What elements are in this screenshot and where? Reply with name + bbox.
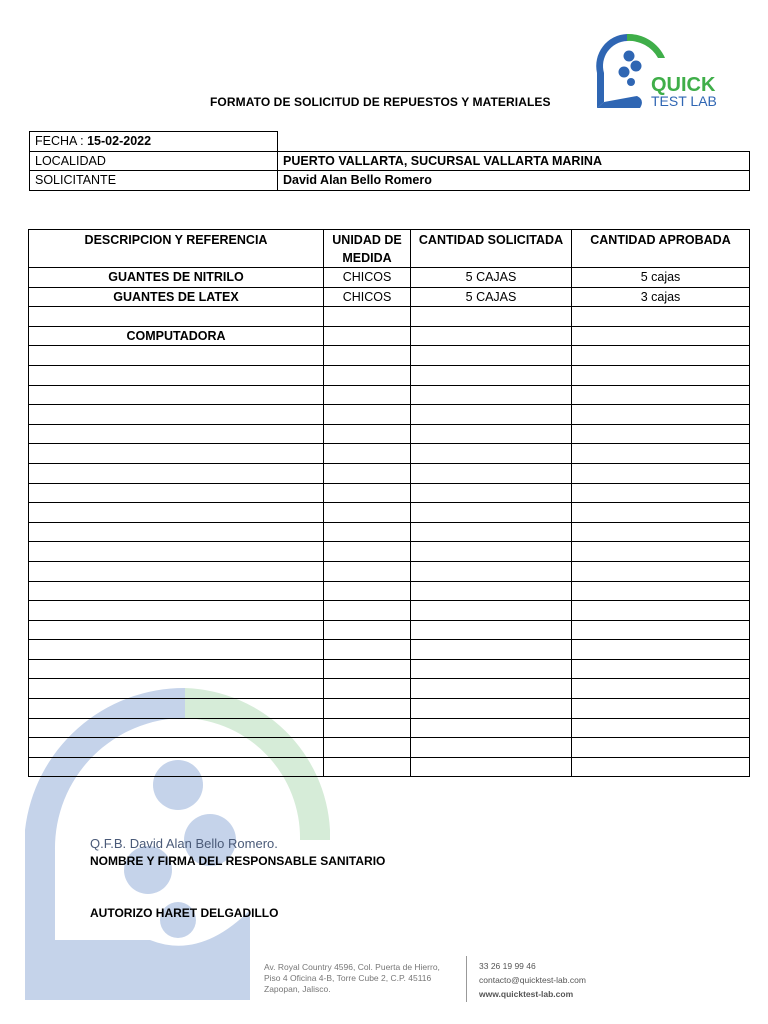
item-description (29, 561, 324, 581)
header-cantidad-solicitada: CANTIDAD SOLICITADA (411, 230, 572, 268)
item-qty-requested (411, 444, 572, 464)
localidad-label: LOCALIDAD (30, 151, 278, 171)
table-row (29, 503, 750, 523)
item-qty-requested (411, 424, 572, 444)
logo-text-testlab: TEST LAB (651, 93, 717, 109)
item-description (29, 601, 324, 621)
item-qty-requested (411, 581, 572, 601)
item-qty-approved (572, 365, 750, 385)
item-qty-approved (572, 659, 750, 679)
item-unit (324, 463, 411, 483)
item-qty-approved (572, 699, 750, 719)
item-qty-requested (411, 405, 572, 425)
header-cantidad-aprobada: CANTIDAD APROBADA (572, 230, 750, 268)
item-qty-approved (572, 444, 750, 464)
solicitante-label: SOLICITANTE (30, 171, 278, 191)
item-qty-requested (411, 522, 572, 542)
table-row (29, 561, 750, 581)
table-row (29, 601, 750, 621)
item-qty-requested: 5 CAJAS (411, 268, 572, 288)
item-qty-approved: 5 cajas (572, 268, 750, 288)
item-unit (324, 444, 411, 464)
table-row (29, 659, 750, 679)
table-row (29, 738, 750, 758)
item-unit (324, 757, 411, 777)
items-table (28, 229, 750, 777)
solicitante-value: David Alan Bello Romero (278, 171, 750, 191)
document-title: FORMATO DE SOLICITUD DE REPUESTOS Y MATERIALES (210, 95, 551, 109)
table-row (29, 542, 750, 562)
fecha-label: FECHA : (35, 134, 84, 149)
item-description (29, 346, 324, 366)
item-qty-requested (411, 757, 572, 777)
row-localidad (30, 151, 750, 171)
item-qty-requested (411, 307, 572, 327)
item-qty-requested (411, 503, 572, 523)
item-unit (324, 699, 411, 719)
item-unit (324, 620, 411, 640)
item-unit (324, 561, 411, 581)
item-qty-approved (572, 601, 750, 621)
signature-role: NOMBRE Y FIRMA DEL RESPONSABLE SANITARIO (90, 854, 386, 868)
authorization-line: AUTORIZO HARET DELGADILLO (90, 906, 279, 920)
item-qty-approved (572, 738, 750, 758)
footer-contact (479, 959, 586, 1001)
items-body (29, 268, 750, 777)
item-description (29, 718, 324, 738)
item-qty-approved (572, 620, 750, 640)
item-unit (324, 640, 411, 660)
item-unit: CHICOS (324, 268, 411, 288)
table-row (29, 365, 750, 385)
item-description (29, 424, 324, 444)
item-description (29, 620, 324, 640)
item-unit (324, 307, 411, 327)
table-row (29, 522, 750, 542)
table-row (29, 287, 750, 307)
item-qty-requested (411, 659, 572, 679)
item-unit (324, 483, 411, 503)
localidad-value: PUERTO VALLARTA, SUCURSAL VALLARTA MARINA (278, 151, 750, 171)
item-description (29, 738, 324, 758)
table-row (29, 679, 750, 699)
logo-mark-icon (585, 28, 735, 114)
item-unit (324, 679, 411, 699)
item-unit (324, 326, 411, 346)
item-description (29, 522, 324, 542)
item-qty-requested (411, 385, 572, 405)
item-qty-approved (572, 503, 750, 523)
table-row (29, 268, 750, 288)
item-qty-requested: 5 CAJAS (411, 287, 572, 307)
table-row (29, 326, 750, 346)
item-qty-requested (411, 601, 572, 621)
fecha-value: 15-02-2022 (87, 134, 152, 149)
item-unit (324, 405, 411, 425)
item-description (29, 699, 324, 719)
footer-phone: 33 26 19 99 46 (479, 961, 536, 971)
item-qty-requested (411, 699, 572, 719)
address-line-1: Av. Royal Country 4596, Col. Puerta de Hierro, (264, 962, 440, 972)
table-row (29, 405, 750, 425)
item-unit (324, 718, 411, 738)
item-unit (324, 503, 411, 523)
item-unit (324, 522, 411, 542)
item-unit (324, 659, 411, 679)
item-qty-requested (411, 365, 572, 385)
item-description (29, 679, 324, 699)
table-row (29, 699, 750, 719)
item-description (29, 483, 324, 503)
item-unit (324, 601, 411, 621)
fecha-empty-cell (278, 132, 750, 152)
item-description (29, 385, 324, 405)
item-qty-requested (411, 542, 572, 562)
item-unit (324, 542, 411, 562)
item-qty-approved (572, 561, 750, 581)
item-unit (324, 424, 411, 444)
item-qty-approved (572, 385, 750, 405)
footer-website[interactable]: www.quicktest-lab.com (479, 989, 574, 999)
footer-email[interactable]: contacto@quicktest-lab.com (479, 975, 586, 985)
item-qty-requested (411, 738, 572, 758)
table-row (29, 581, 750, 601)
table-row (29, 385, 750, 405)
watermark-blue-tail (25, 910, 250, 1000)
item-qty-requested (411, 561, 572, 581)
item-qty-requested (411, 640, 572, 660)
item-qty-approved (572, 679, 750, 699)
address-line-2: Piso 4 Oficina 4-B, Torre Cube 2, C.P. 45116 (264, 973, 432, 983)
item-qty-approved (572, 522, 750, 542)
table-row (29, 424, 750, 444)
item-unit (324, 581, 411, 601)
table-row (29, 640, 750, 660)
header-info-table (29, 131, 750, 191)
item-description (29, 659, 324, 679)
table-row (29, 444, 750, 464)
table-row (29, 307, 750, 327)
item-qty-approved (572, 463, 750, 483)
item-qty-requested (411, 483, 572, 503)
item-qty-approved (572, 640, 750, 660)
item-qty-approved (572, 326, 750, 346)
item-description: GUANTES DE NITRILO (29, 268, 324, 288)
table-row (29, 483, 750, 503)
footer-address (264, 962, 440, 995)
item-description (29, 581, 324, 601)
item-qty-approved (572, 483, 750, 503)
item-description (29, 463, 324, 483)
item-description (29, 444, 324, 464)
table-row (29, 757, 750, 777)
item-description (29, 365, 324, 385)
item-description (29, 503, 324, 523)
item-description (29, 405, 324, 425)
item-description (29, 757, 324, 777)
item-qty-approved (572, 424, 750, 444)
item-qty-requested (411, 679, 572, 699)
footer-divider (466, 956, 467, 1002)
item-qty-requested (411, 463, 572, 483)
item-description: COMPUTADORA (29, 326, 324, 346)
table-row (29, 718, 750, 738)
items-header-row (29, 230, 750, 268)
item-qty-approved (572, 307, 750, 327)
row-fecha (30, 132, 750, 152)
item-qty-approved (572, 581, 750, 601)
item-qty-requested (411, 620, 572, 640)
item-qty-approved: 3 cajas (572, 287, 750, 307)
address-line-3: Zapopan, Jalisco. (264, 984, 331, 994)
signature-name: Q.F.B. David Alan Bello Romero. (90, 836, 278, 851)
item-unit: CHICOS (324, 287, 411, 307)
row-solicitante (30, 171, 750, 191)
item-qty-requested (411, 346, 572, 366)
item-unit (324, 365, 411, 385)
item-qty-approved (572, 718, 750, 738)
item-unit (324, 738, 411, 758)
item-qty-approved (572, 542, 750, 562)
fecha-cell (30, 132, 278, 152)
item-qty-requested (411, 326, 572, 346)
item-unit (324, 346, 411, 366)
table-row (29, 620, 750, 640)
item-description (29, 640, 324, 660)
item-description (29, 542, 324, 562)
logo-text-quick: QUICK (651, 74, 716, 96)
header-descripcion: DESCRIPCION Y REFERENCIA (29, 230, 324, 268)
item-description (29, 307, 324, 327)
item-qty-approved (572, 757, 750, 777)
item-description: GUANTES DE LATEX (29, 287, 324, 307)
table-row (29, 463, 750, 483)
item-qty-approved (572, 405, 750, 425)
item-qty-approved (572, 346, 750, 366)
item-qty-requested (411, 718, 572, 738)
table-row (29, 346, 750, 366)
header-unidad: UNIDAD DE MEDIDA (324, 230, 411, 268)
company-logo (585, 28, 735, 114)
item-unit (324, 385, 411, 405)
